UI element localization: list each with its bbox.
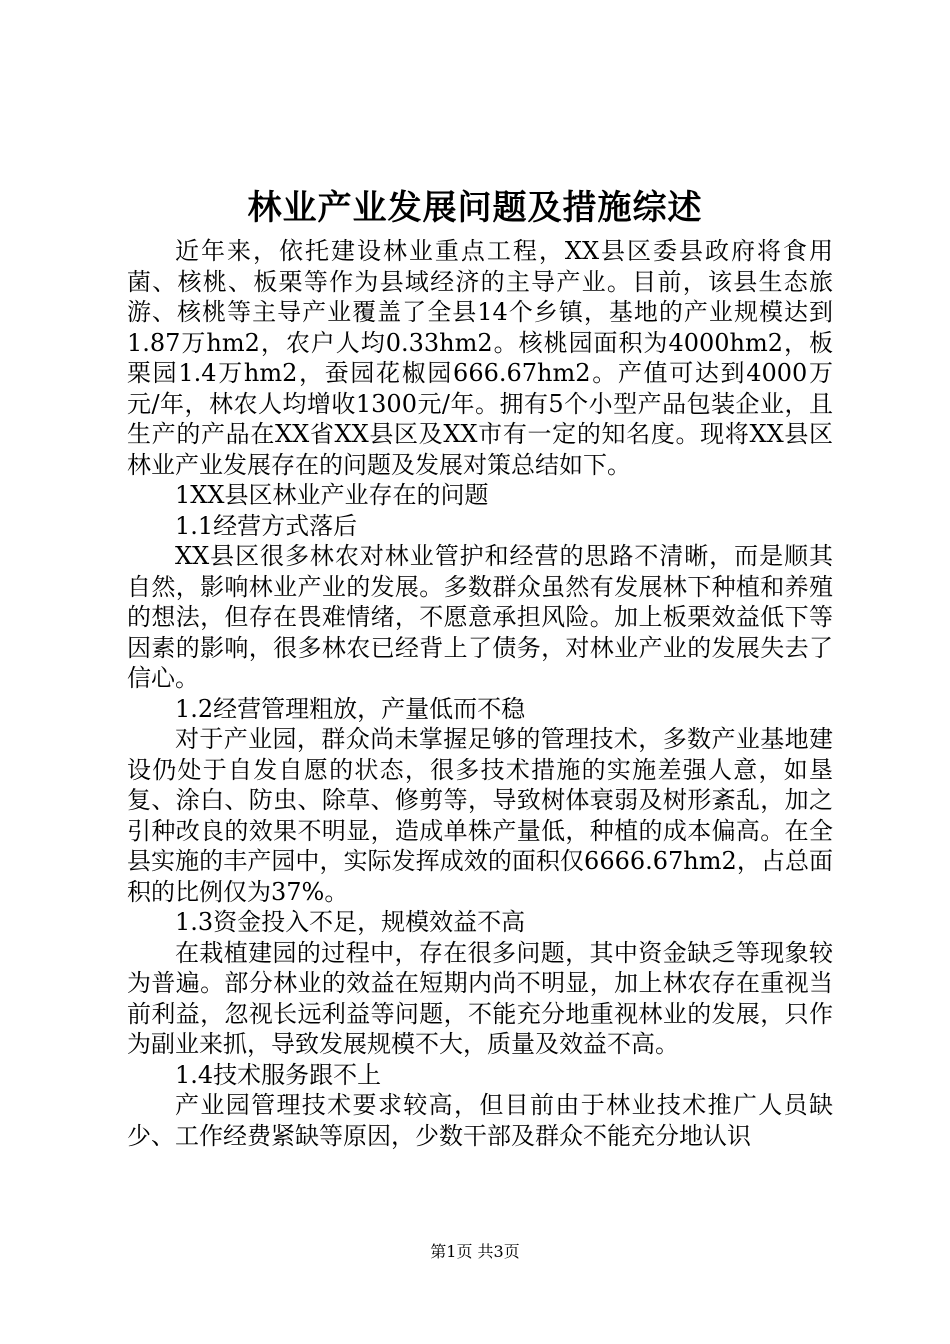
paragraph-intro: 近年来，依托建设林业重点工程，XX县区委县政府将食用菌、核桃、板栗等作为县域经济的主导产业。目前，该县生态旅游、核桃等主导产业覆盖了全县14个乡镇，基地的产业规模达到1.87万hm2，农户人均0.33hm2。核桃园面积为4000hm2，板栗园1.4万hm2，蚕园花椒园666.67hm2。产值可达到4000万元/年，林农人均增收1300元/年。拥有5个小型产品包装企业，且生产的产品在XX省XX县区及XX市有一定的知名度。现将XX县区林业产业发展存在的问题及发展对策总结如下。 [127, 237, 833, 479]
paragraph-1-2: 对于产业园，群众尚未掌握足够的管理技术，多数产业基地建设仍处于自发自愿的状态，很多技术措施的实施差强人意，如垦复、涂白、防虫、除草、修剪等，导致树体衰弱及树形紊乱，加之引种改良的效果不明显，造成单株产量低，种植的成本偏高。在全县实施的丰产园中，实际发挥成效的面积仅6666.67hm2，占总面积的比例仅为37%。 [127, 725, 833, 906]
section-heading-1: 1XX县区林业产业存在的问题 [175, 481, 489, 509]
paragraph-1-4: 产业园管理技术要求较高，但目前由于林业技术推广人员缺少、工作经费紧缺等原因，少数干部及群众不能充分地认识 [127, 1091, 833, 1150]
page-title: 林业产业发展问题及措施综述 [247, 188, 703, 228]
section-heading-1-4: 1.4技术服务跟不上 [175, 1060, 382, 1089]
section-heading-1-3: 1.3资金投入不足，规模效益不高 [175, 908, 526, 936]
section-heading-1-2: 1.2经营管理粗放，产量低而不稳 [175, 694, 526, 723]
paragraph-1-3: 在栽植建园的过程中，存在很多问题，其中资金缺乏等现象较为普遍。部分林业的效益在短期内尚不明显，加上林农存在重视当前利益，忽视长远利益等问题，不能充分地重视林业的发展，只作为副业来抓，导致发展规模不大，质量及效益不高。 [127, 938, 833, 1058]
paragraph-1-1: XX县区很多林农对林业管护和经营的思路不清晰，而是顺其自然，影响林业产业的发展。多数群众虽然有发展林下种植和养殖的想法，但存在畏难情绪，不愿意承担风险。加上板栗效益低下等因素的影响，很多林农已经背上了债务，对林业产业的发展失去了信心。 [127, 542, 833, 692]
section-heading-1-1: 1.1经营方式落后 [175, 511, 358, 540]
document-body [127, 236, 833, 1151]
page-footer: 第1页 共3页 [430, 1242, 520, 1261]
